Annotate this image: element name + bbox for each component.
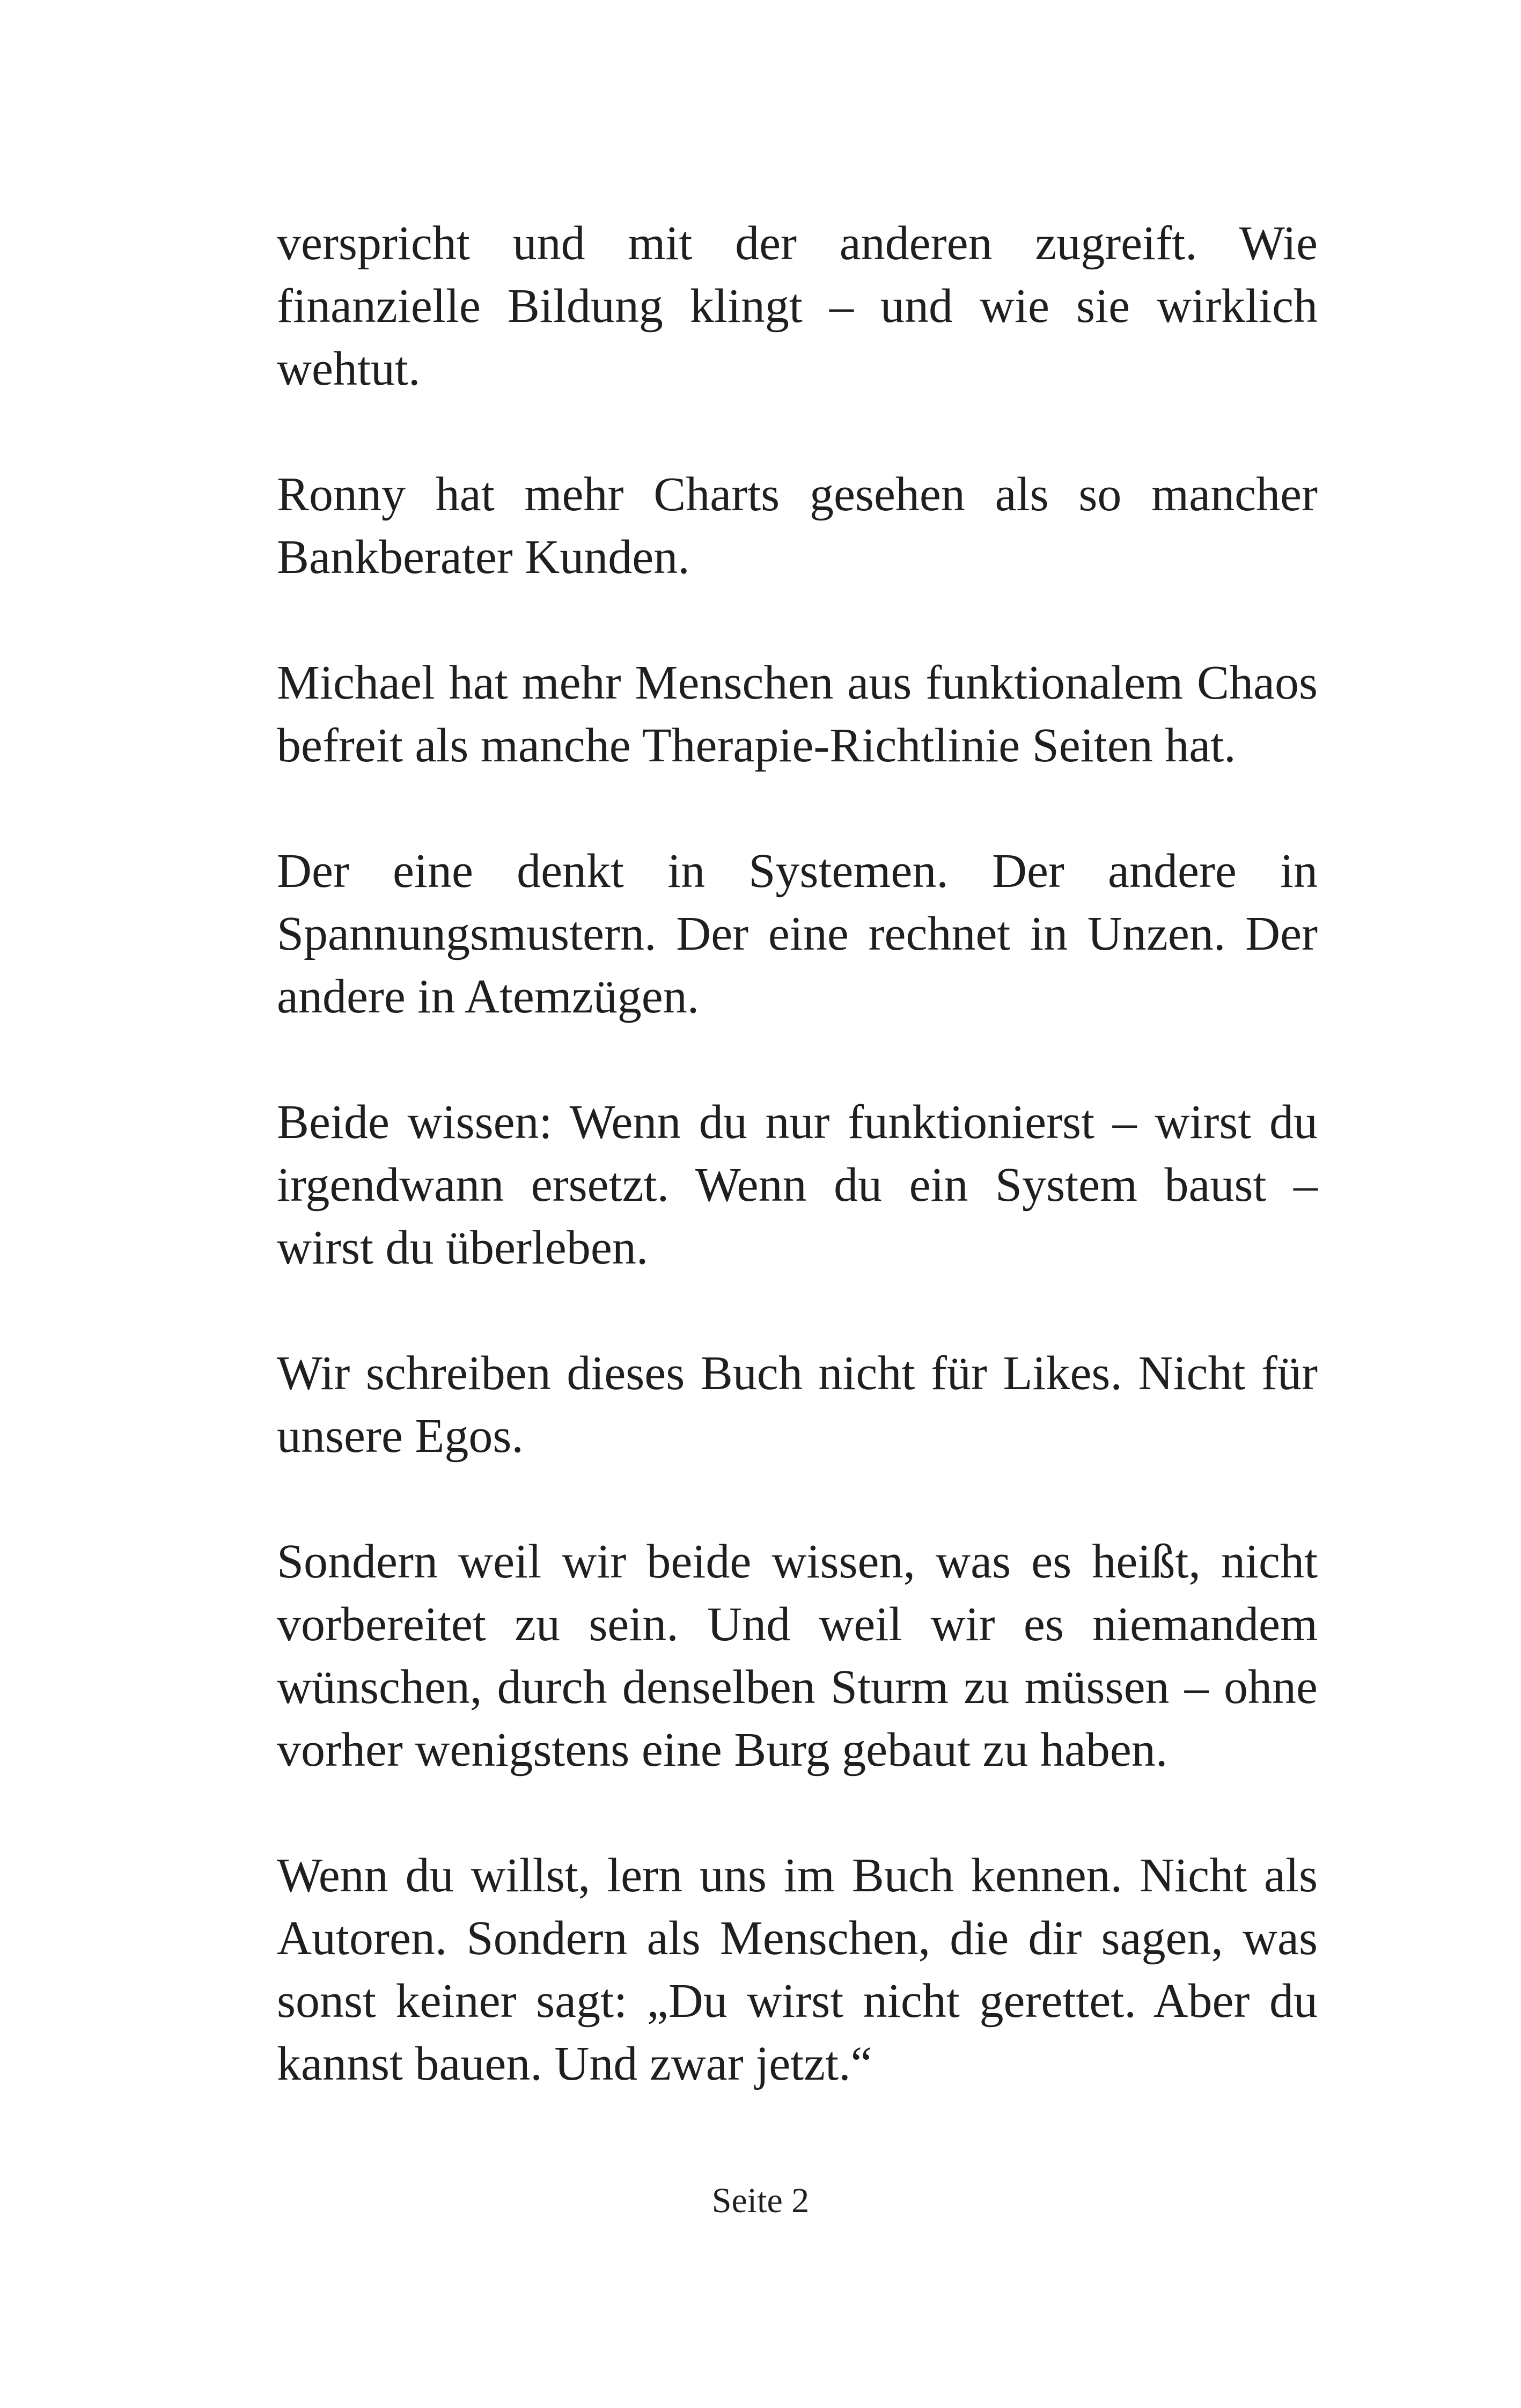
paragraph-3: Michael hat mehr Menschen aus funktionalem Chaos befreit als manche Therapie-Richtlinie Seiten hat. (277, 656, 1318, 772)
paragraph-1: verspricht und mit der anderen zugreift. Wie finanzielle Bildung klingt – und wie sie wirklich wehtut. (277, 217, 1318, 395)
paragraph-4: Der eine denkt in Systemen. Der andere in Spannungsmustern. Der eine rechnet in Unzen. Der andere in Atemzügen. (277, 845, 1318, 1023)
body-text (277, 212, 1318, 2095)
paragraph-5: Beide wissen: Wenn du nur funktionierst – wirst du irgendwann ersetzt. Wenn du ein System baust – wirst du überleben. (277, 1096, 1318, 1274)
paragraph-2: Ronny hat mehr Charts gesehen als so mancher Bankberater Kunden. (277, 468, 1318, 584)
paragraph-6: Wir schreiben dieses Buch nicht für Likes. Nicht für unsere Egos. (277, 1347, 1318, 1463)
paragraph-7: Sondern weil wir beide wissen, was es heißt, nicht vorbereitet zu sein. Und weil wir es niemandem wünschen, durch denselben Sturm zu müssen – ohne vorher wenigstens eine Burg gebaut zu haben. (277, 1535, 1318, 1776)
page-number: Seite 2 (711, 2181, 810, 2220)
paragraph-8: Wenn du willst, lern uns im Buch kennen. Nicht als Autoren. Sondern als Menschen, die dir sagen, was sonst keiner sagt: „Du wirst nicht gerettet. Aber du kannst bauen. Und zwar jetzt.“ (277, 1849, 1318, 2090)
